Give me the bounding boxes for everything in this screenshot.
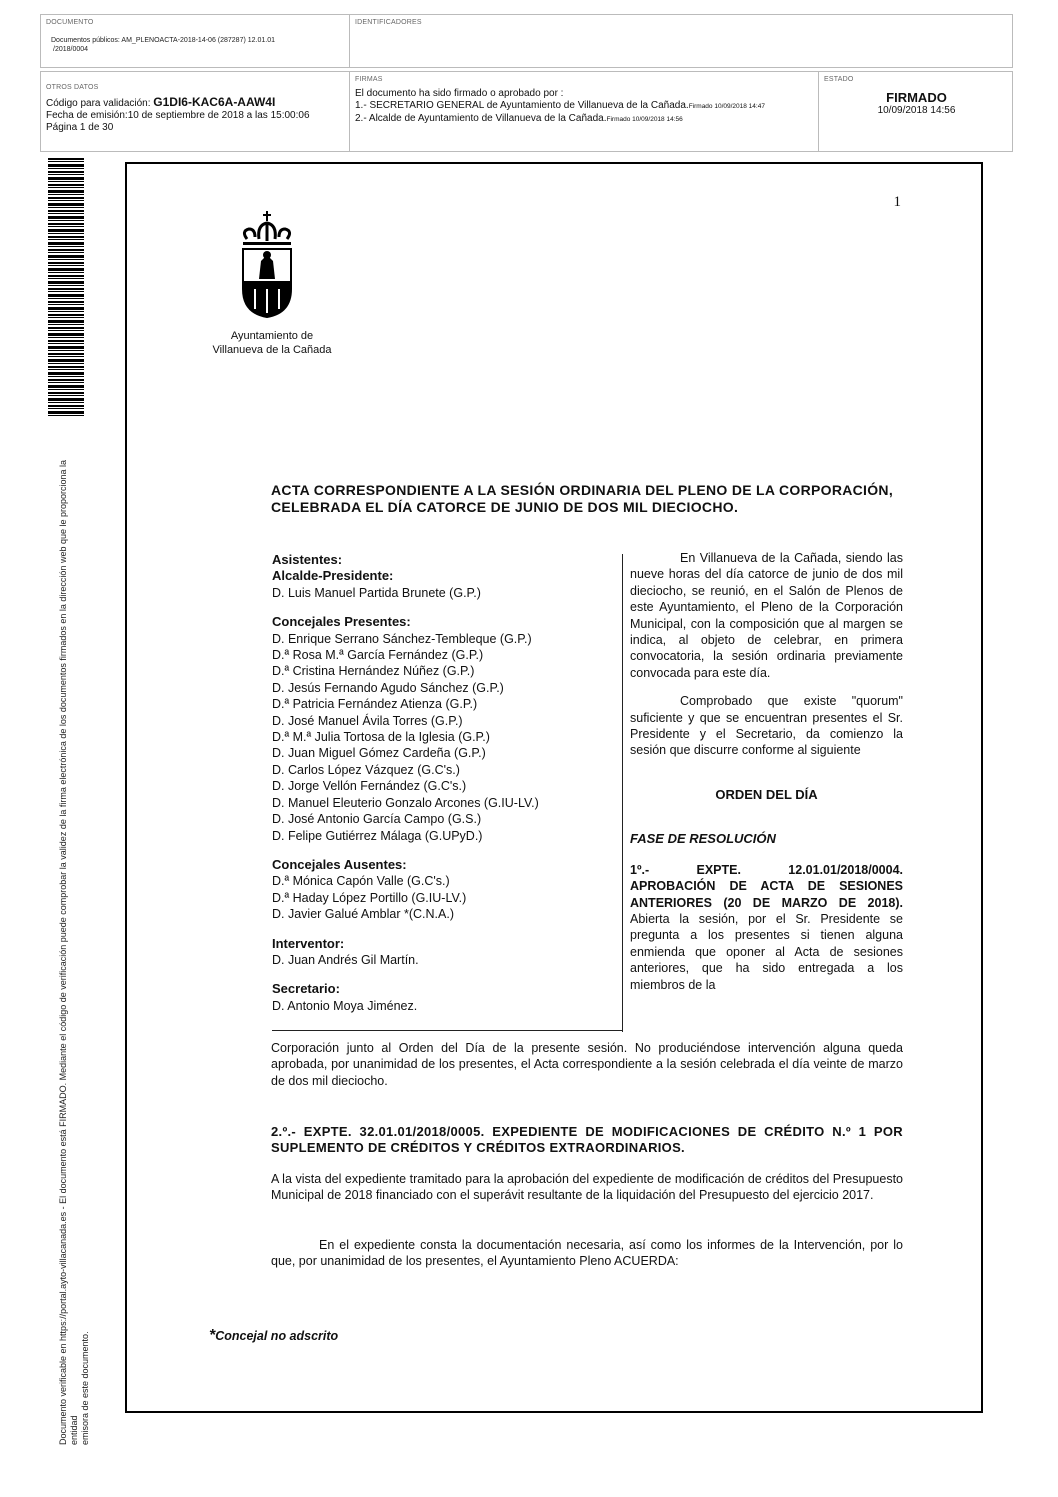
firma-1: 1.- SECRETARIO GENERAL de Ayuntamiento de Villanueva de la Cañada.Firmado 10/09/2018 14:47 (355, 100, 765, 111)
column-divider (622, 554, 623, 1032)
documento-box (40, 14, 350, 68)
list-item: D.ª Patricia Fernández Atienza (G.P.) (272, 697, 478, 712)
firmas-caption: FIRMAS (355, 76, 383, 83)
page-number: 1 (893, 194, 901, 210)
firmas-intro: El documento ha sido firmado o aprobado por : (355, 88, 564, 99)
item1-paragraph: 1º.- EXPTE. 12.01.01/2018/0004. APROBACIÓN DE ACTA DE SESIONES ANTERIORES (20 DE MARZO DE 2018). Abierta la sesión, por el Sr. Presidente se pregunta a los presentes si tienen alguna enmienda que oponer al Acta de sesiones anteriores, que ha sido entregada a los miembros de la (630, 862, 903, 992)
codigo-value: G1DI6-KAC6A-AAW4I (153, 95, 276, 109)
estado-box (818, 71, 1013, 152)
documento-value: Documentos públicos: AM_PLENOACTA-2018-14-06 (287287) 12.01.01 (51, 37, 275, 44)
document-header (40, 14, 1013, 152)
coat-of-arms-logo (237, 209, 297, 319)
list-item: D. Felipe Gutiérrez Málaga (G.UPyD.) (272, 828, 483, 843)
item2-title: 2.º.- EXPTE. 32.01.01/2018/0005. EXPEDIENTE DE MODIFICACIONES DE CRÉDITO N.º 1 POR SUPLEMENTO DE CRÉDITOS Y CRÉDITOS EXTRAORDINARIOS. (271, 1124, 903, 1156)
list-item: D.ª Mónica Capón Valle (G.C's.) (272, 874, 450, 889)
list-item: D.ª M.ª Julia Tortosa de la Iglesia (G.P.) (272, 730, 490, 745)
barcode (48, 158, 84, 416)
firmas-box (349, 71, 819, 152)
fase-resolucion-heading: FASE DE RESOLUCIÓN (630, 831, 776, 847)
attendees-column (272, 552, 622, 1014)
list-item: D. Javier Galué Amblar *(C.N.A.) (272, 907, 454, 922)
identificadores-box (349, 14, 1013, 68)
column-divider-bottom (272, 1030, 622, 1031)
estado-value: FIRMADO (886, 90, 947, 105)
ausentes-list (272, 873, 622, 922)
logo-text: Ayuntamiento de Villanueva de la Cañada (212, 330, 332, 356)
list-item: D.ª Rosa M.ª García Fernández (G.P.) (272, 648, 484, 663)
otros-datos-box (40, 71, 350, 152)
ausentes-heading: Concejales Ausentes: (272, 856, 407, 872)
estado-caption: ESTADO (824, 76, 854, 83)
page-title: ACTA CORRESPONDIENTE A LA SESIÓN ORDINARIA DEL PLENO DE LA CORPORACIÓN, CELEBRADA EL DÍA CATORCE DE JUNIO DE DOS MIL DIECIOCHO. (271, 482, 894, 515)
estado-date: 10/09/2018 14:56 (877, 105, 956, 116)
firma-2: 2.- Alcalde de Ayuntamiento de Villanueva de la Cañada.Firmado 10/09/2018 14:56 (355, 113, 683, 124)
quorum-paragraph: Comprobado que existe "quorum" suficiente y que se encuentran presentes el Sr. Presidente y el Secretario, da comienzo la sesión que discurre conforme al siguiente (630, 694, 903, 758)
documento-caption: DOCUMENTO (46, 19, 94, 26)
list-item: D.ª Haday López Portillo (G.IU-LV.) (272, 890, 467, 905)
alcalde-heading: Alcalde-Presidente: (272, 568, 394, 584)
pagina-info: Página 1 de 30 (46, 122, 114, 133)
secretario-name: D. Antonio Moya Jiménez. (272, 998, 418, 1013)
list-item: D. José Antonio García Campo (G.S.) (272, 812, 482, 827)
list-item: D.ª Cristina Hernández Núñez (G.P.) (272, 664, 475, 679)
list-item: D. Jesús Fernando Agudo Sánchez (G.P.) (272, 680, 504, 695)
interventor-name: D. Juan Andrés Gil Martín. (272, 952, 419, 967)
intro-paragraph: En Villanueva de la Cañada, siendo las nueve horas del día catorce de junio de dos mil dieciocho, se reunió, en el Salón de Plenos de este Ayuntamiento, el Pleno de la Corporación Municipal, con la composición que al margen se indica, al objeto de celebrar, en primera convocatoria, la sesión ordinaria previamente convocada para este día. (630, 551, 903, 680)
item1-continuation: Corporación junto al Orden del Día de la presente sesión. No produciéndose intervención alguna queda aprobada, por unanimidad de los presentes, el Acta correspondiente a la sesión celebrada el día veinte de marzo de dos mil dieciocho. (271, 1041, 903, 1088)
secretario-heading: Secretario: (272, 981, 340, 997)
alcalde-name: D. Luis Manuel Partida Brunete (G.P.) (272, 585, 481, 600)
list-item: D. José Manuel Ávila Torres (G.P.) (272, 713, 463, 728)
orden-del-dia-heading: ORDEN DEL DÍA (715, 786, 818, 802)
session-text-column (630, 550, 903, 1005)
presentes-list (272, 631, 622, 844)
presentes-heading: Concejales Presentes: (272, 614, 411, 630)
list-item: D. Carlos López Vázquez (G.C's.) (272, 762, 460, 777)
verification-side-text: Documento verificable en https://portal.ayto-villacanada.es - El documento está FIRMADO. Mediante el código de verificación puede comprobar la validez de la firma electrónica de los documentos firmados en la dirección web que le proporciona la entidad emisora de este documento. (58, 459, 90, 1445)
documento-value-2: /2018/0004 (53, 46, 89, 53)
item2-paragraph-2: En el expediente consta la documentación necesaria, así como los informes de la Intervención, por lo que, por unanimidad de los presentes, el Ayuntamiento Pleno ACUERDA: (271, 1238, 903, 1269)
footnote: *Concejal no adscrito (209, 1327, 339, 1344)
identificadores-caption: IDENTIFICADORES (355, 19, 422, 26)
fecha-emision: Fecha de emisión:10 de septiembre de 2018 a las 15:00:06 (46, 110, 310, 121)
item2-paragraph-1: A la vista del expediente tramitado para la aprobación del expediente de modificación de créditos del Presupuesto Municipal de 2018 financiado con el superávit resultante de la liquidación del Presupuesto del ejercicio 2017. (271, 1172, 903, 1203)
list-item: D. Jorge Vellón Fernández (G.C's.) (272, 779, 467, 794)
interventor-heading: Interventor: (272, 935, 345, 951)
codigo-validacion: Código para validación: G1DI6-KAC6A-AAW4I (46, 95, 276, 109)
list-item: D. Juan Miguel Gómez Cardeña (G.P.) (272, 746, 486, 761)
asistentes-heading: Asistentes: (272, 552, 343, 567)
list-item: D. Enrique Serrano Sánchez-Tembleque (G.P.) (272, 631, 532, 646)
document-page (125, 162, 983, 1413)
otros-datos-caption: OTROS DATOS (46, 84, 99, 91)
list-item: D. Manuel Eleuterio Gonzalo Arcones (G.IU-LV.) (272, 795, 539, 810)
